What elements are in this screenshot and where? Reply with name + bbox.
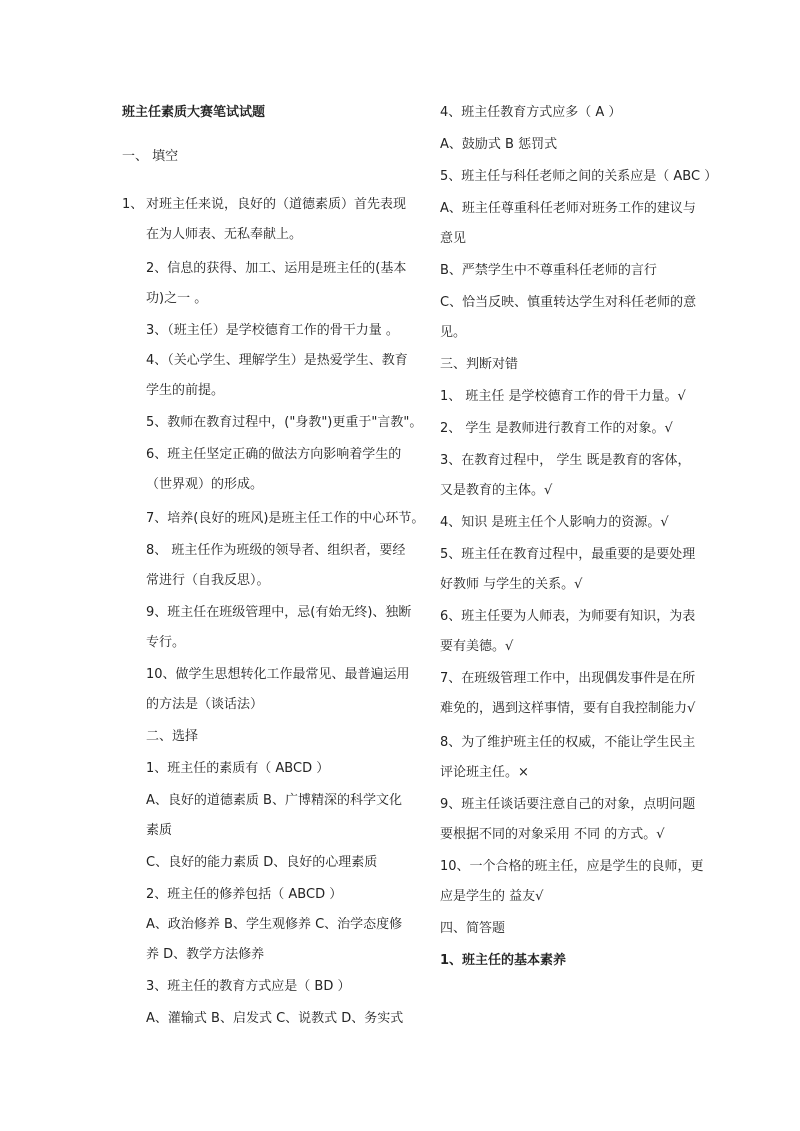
statement-text: 10、一个合格的班主任，应是学生的良师，更 xyxy=(440,859,704,874)
question-text: 2、信息的获得、加工、运用是班主任的(基本 xyxy=(146,261,407,276)
statement-text: 7、在班级管理工作中，出现偶发事件是在所 xyxy=(440,671,696,686)
statement-text: 要有美德。√ xyxy=(440,639,514,654)
option-text: B、严禁学生中不尊重科任老师的言行 xyxy=(440,263,657,278)
section-heading: 三、判断对错 xyxy=(440,357,519,372)
option-text: A、良好的道德素质 B、广博精深的科学文化 xyxy=(146,793,402,808)
statement-text: 9、班主任谈话要注意自己的对象，点明问题 xyxy=(440,797,696,812)
option-text: 素质 xyxy=(146,823,173,838)
question-text: 9、班主任在班级管理中，忌(有始无终)、独断 xyxy=(146,605,412,620)
question-text: 7、培养(良好的班风)是班主任工作的中心环节。 xyxy=(146,511,425,526)
option-text: C、恰当反映、慎重转达学生对科任老师的意 xyxy=(440,295,697,310)
question-text: 功)之一 。 xyxy=(146,291,208,306)
section-heading: 一、 填空 xyxy=(122,149,179,164)
statement-text: 应是学生的 益友√ xyxy=(440,889,544,904)
statement-text: 难免的，遇到这样事情，要有自我控制能力√ xyxy=(440,701,696,716)
statement-text: 5、班主任在教育过程中，最重要的是要处理 xyxy=(440,547,696,562)
question-text: 5、教师在教育过程中，("身教")更重于"言教"。 xyxy=(146,415,423,430)
page-title: 班主任素质大赛笔试试题 xyxy=(122,105,266,120)
question-text: 1、班主任的基本素养 xyxy=(440,953,567,968)
question-text: 学生的前提。 xyxy=(146,383,225,398)
question-text: 3、（班主任）是学校德育工作的骨干力量 。 xyxy=(146,323,399,338)
question-text: 1、班主任的素质有（ ABCD ） xyxy=(146,761,330,776)
question-number: 1、 xyxy=(122,197,144,212)
question-text: 常进行（自我反思）。 xyxy=(146,573,270,588)
option-text: A、鼓励式 B 惩罚式 xyxy=(440,137,558,152)
question-text: 5、班主任与科任老师之间的关系应是（ ABC ） xyxy=(440,169,718,184)
statement-text: 2、 学生 是教师进行教育工作的对象。√ xyxy=(440,421,673,436)
question-text: 在为人师表、无私奉献上。 xyxy=(146,227,303,242)
question-text: 6、班主任坚定正确的做法方向影响着学生的 xyxy=(146,447,402,462)
question-text: 3、班主任的教育方式应是（ BD ） xyxy=(146,979,351,994)
option-text: 见。 xyxy=(440,325,467,340)
section-heading: 四、简答题 xyxy=(440,921,506,936)
question-text: 8、 班主任作为班级的领导者、组织者，要经 xyxy=(146,543,406,558)
option-text: A、政治修养 B、学生观修养 C、治学态度修 xyxy=(146,917,403,932)
question-text: （世界观）的形成。 xyxy=(146,477,264,492)
statement-text: 4、知识 是班主任个人影响力的资源。√ xyxy=(440,515,669,530)
question-text: 对班主任来说，良好的（道德素质）首先表现 xyxy=(146,197,407,212)
question-text: 10、做学生思想转化工作最常见、最普遍运用 xyxy=(146,667,410,682)
statement-text: 又是教育的主体。√ xyxy=(440,483,553,498)
question-text: 的方法是（谈话法） xyxy=(146,697,264,712)
statement-text: 8、为了维护班主任的权威，不能让学生民主 xyxy=(440,735,696,750)
section-heading: 二、选择 xyxy=(146,729,199,744)
statement-text: 评论班主任。× xyxy=(440,765,529,780)
question-text: 2、班主任的修养包括（ ABCD ） xyxy=(146,887,343,902)
question-text: 4、班主任教育方式应多（ A ） xyxy=(440,105,622,120)
option-text: C、良好的能力素质 D、良好的心理素质 xyxy=(146,855,378,870)
statement-text: 好教师 与学生的关系。√ xyxy=(440,577,583,592)
statement-text: 要根据不同的对象采用 不同 的方式。√ xyxy=(440,827,665,842)
question-text: 专行。 xyxy=(146,635,186,650)
option-text: 意见 xyxy=(440,231,467,246)
option-text: 养 D、教学方法修养 xyxy=(146,947,265,962)
question-text: 4、（关心学生、理解学生）是热爱学生、教育 xyxy=(146,353,408,368)
statement-text: 6、班主任要为人师表，为师要有知识，为表 xyxy=(440,609,696,624)
option-text: A、班主任尊重科任老师对班务工作的建议与 xyxy=(440,201,696,216)
option-text: A、灌输式 B、启发式 C、说教式 D、务实式 xyxy=(146,1011,404,1026)
statement-text: 1、 班主任 是学校德育工作的骨干力量。√ xyxy=(440,389,686,404)
statement-text: 3、在教育过程中， 学生 既是教育的客体， xyxy=(440,453,691,468)
